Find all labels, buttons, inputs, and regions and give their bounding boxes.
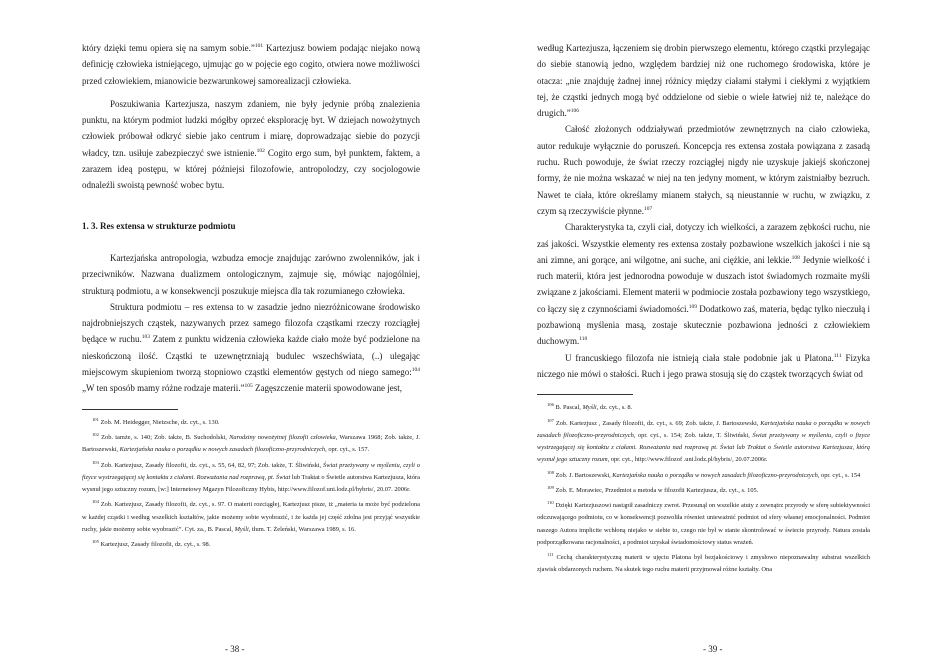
paragraph: który dzięki temu opiera się na samym sobie.”$^{101}$ Kartezjusz bowiem podając niejako nową definicję człowieka istniejącego, ujmując go w pojęcie ego cogito, otwiera nowe możliwości przed człowiekiem, mianowicie bezwarunkowej samorealizacji człowieka. [82,43,420,86]
footnote-ref[interactable]: 101 [254,43,264,49]
footnote-ref[interactable]: 104 [411,367,420,374]
paragraph: Całość złożonych oddziaływań przedmiotów zewnętrznych na ciało człowieka, autor redukuje wyłącznie do poruszeń. Koncepcja res extensa została powiązana z zasadą ruchu. Ruch powoduje, że świat rzeczy rozciągłej nigdy nie uzyskuje jakiejś skończonej formy, że nie można wskazać w niej na ten jedyny moment, w którym zaistniałby bezruch. Nawet te ciała, które określamy mianem stałych, są nieustannie w ruchu, w związku, z czym są rzeczywiście płynne.$^{107}$ [537,124,870,216]
footnote: $^{102}$ Zob. tamże, s. 140; Zob. także, B. Suchodolski, Narodziny nowożytnej filozofii człowieka, Warszawa 1968; Zob. także, J. Bartoszewski, Kartezjańska nauka o porządku w nowych zasadach filozoficzno-przyrodniczych, opr. cyt., s. 157. [82,431,420,454]
footnote-ref[interactable]: 105 [244,383,253,390]
footnote: $^{101}$ Zob. M. Heidegger, Nietzsche, dz. cyt., s. 130. [92,416,220,426]
right-page [475,0,950,672]
paragraph: Struktura podmiotu – res extensa to w zasadzie jedno niezróżnicowane środowisko najdrobniejszych cząstek, nazywanych przez samego filozofa cząstkami rzeczy rozciągłej będące w ruchu.$^{103}$ Zatem z punktu widzenia człowieka każde ciało może być podzielone na nieskończoną ilość. Cząstki te uzewnętrzniają budulec wszechświata, (..) ulegając miejscowym skupieniom tworzą stopniowo cząstki elementów gęstych od niego samego:$^{104}$ „W ten sposób mamy różne rodzaje materii.”$^{105}$ Zagęszczenie materii spowodowane jest, [82,301,420,394]
paragraph: U francuskiego filozofa nie istnieją ciała stałe podobnie jak u Platona.$^{111}$ Fizyka niczego nie mówi o stałości. Ruch i jego prawa stosują się do cząstek tworzących świat od [537,352,870,379]
footnote: $^{105}$ Kartezjusz, Zasady filozofii, dz. cyt., s. 98. [92,538,211,549]
right-page-content [537,40,870,577]
footnote-ref[interactable]: 110 [579,336,588,343]
paragraph: Poszukiwania Kartezjusza, naszym zdaniem, nie były jedynie próbą znalezienia punktu, na którym podmiot ludzki mógłby oprzeć eksplorację byt. W dziejach nowożytnych człowiek próbował odkryć siebie jako centrum i miarę, doprowadzając siebie do pozycji władcy, tzn. usiłuje zabezpieczyć swe istnienie.$^{102}$ Cogito ergo sum, był punktem, faktem, a zarazem ideą postępu, w której późniejsi filozofowie, antropolodzy, czy socjologowie odnaleźli swoistą pewność wobec bytu. [82,98,420,191]
footnote-ref[interactable]: 102 [256,147,265,154]
paragraph: Charakterystyka ta, czyli ciał, dotyczy ich wielkości, a zarazem zębkości ruchu, nie zaś jakości. Wszystkie elementy res extensa zostały pozbawione wszelkich jakości i nie są ani zimne, ani gorące, ani wilgotne, ani suche, ani ciężkie, ani lekkie.$^{108}$ Jedynie wielkość i ruch materii, która jest jednorodna powoduje w duszach istot świadomych rozmaite myśli związane z jakościami. Element materii w podmiocie została pozbawiony tego wszystkiego, co łączy się z czynnościami świadomości.$^{109}$ Dodatkowo zaś, materia, będąc tylko nieczułą i pozbawioną myślenia masą, zostaje skutecznie pozbawiona jedności z człowiekiem duchowym.$^{110}$ [537,222,870,347]
section-heading: 1. 3. Res extensa w strukturze podmiotu [82,220,236,231]
footnote: $^{109}$ Zob. E. Morawiec, Przedmiot a metoda w filozofii Kartezjusza, dz. cyt., s. 105. [547,484,759,494]
footnote: $^{103}$ Zob. Kartezjusz, Zasady filozofii, dz. cyt., s. 55, 64, 82, 97; Zob. także, T. Śliwiński, Świat przeżywany w myśleniu, czyli o fizyce wystrzegającej się kontaktu z ciałami. Rozważania nad rozprawą, pt. Świat lub Traktat o Świetle autorstwa Kartezjusza, która wysnuł jego sztuczny rozum, [w:] Internetowy Mgazyn Filozoficzny Hybis, http://www.filozof.uni.lodz.pl/hybris/, 20.07. 2006r. [82,459,420,494]
footnote-ref[interactable]: 111 [833,352,842,359]
page-number: - 38 - [225,644,245,654]
left-page-content [82,40,420,551]
paragraph: Kartezjańska antropologia, wzbudza emocje znajdując zarówno zwolenników, jak i przeciwników. Nazwana dualizmem ontologicznym, zajmuje się, mówiąc najogólniej, strukturą podmiotu, a w konsekwencji poszukuje miejsca dla tak rozumianego człowieka. [82,252,420,296]
footnote: $^{106}$ B. Pascal, Myśli, dz. cyt., s. 8. [547,402,633,412]
footnote: $^{110}$ Dzięki Kartezjuszowi nastąpił zasadniczy zwrot. Przesunął on wszelkie atuty z zewnątrz przyrody w sferę subiektywności odczuwającego podmiotu, co w konsekwencji pozwoliła również unieważnić podmiot od sfery własnej emocjonalności. Podmiot naszego Autora implicite wchłoną niejako w siebie to, czego nie był w stanie skontrolować w świecie przyrody. Natura została podporządkowana racjonalności, a podmiot uzyskał świadomościowy status wrażeń. [537,500,870,546]
footnote-ref[interactable]: 107 [643,205,653,212]
footnote-separator [537,394,633,395]
page-number: - 39 - [703,644,723,654]
footnote-ref[interactable]: 108 [791,254,800,261]
footnote-ref[interactable]: 103 [141,334,150,341]
footnote: $^{111}$ Cechą charakterystyczną materii w ujęciu Platona był bezjakościowy i zmysłowo niepoznawalny substrat wszelkich zjawisk obdarzonych ruchem. Na skutek tego ruchu materii przyjmował różne kształty. Ona [537,552,870,574]
footnote: $^{107}$ Zob. Kartezjusz , Zasady filozofii, dz. cyt., s. 69; Zob. także, J. Bartoszewski, Kartezjańska nauka o porządku w nowych zasadach filozoficzno-przyrodniczych, opr. cyt., s. 154; Zob. także, T. Śliwiński, Świat przeżywany w myśleniu, czyli o fizyce wystrzegającej się kontaktu z ciałami. Rozważania nad rozprawą pt. Świat lub Traktat o Świetle autorstwa Kartezjusza, którą wysnuł jego sztuczny rozum, opr. cyt., http://www.filozof .uni.lodz.pl/hybris/, 20.07.2006r. [537,417,870,464]
footnote: $^{104}$ Zob. Kartezjusz, Zasady filozofii, dz. cyt., s. 97. O materii rozciągłej, Kartezjusz pisze, iż „materia ta może być podzielona w każdej cząstki i według wszelkich kształtów, jakie możemy sobie wyobrazić, i że każda jej część zdolna jest przyjąć wszystkie ruchy, jakie możemy sobie wyobrazić”. Cyt. za., B. Pascal, Myśli, tłum. T. Żeleński, Warszawa 1989, s. 16. [82,499,420,533]
footnote: $^{108}$ Zob. J. Bartoszewski, Kartezjańska nauka o porządku w nowych zasadach filozoficzno-przyrodniczych, opr. cyt., s. 154 [547,469,861,479]
footnote-ref[interactable]: 106 [570,108,579,115]
footnote-separator [82,409,178,410]
paragraph: według Kartezjusza, łączeniem się drobin pierwszego elementu, którego cząstki przylegając do siebie stanowią jedno, względem bardziej niż one ruchomego środowiska, które je otacza: „nie znajduję żadnej innej różnicy między ciałami stałymi i ciekłymi z wyjątkiem tej, że cząstki jednych mogą być oddzielone od siebie o wiele łatwiej niż te, należące do drugich.”$^{106}$ [537,43,870,119]
footnote-ref[interactable]: 109 [688,303,697,310]
